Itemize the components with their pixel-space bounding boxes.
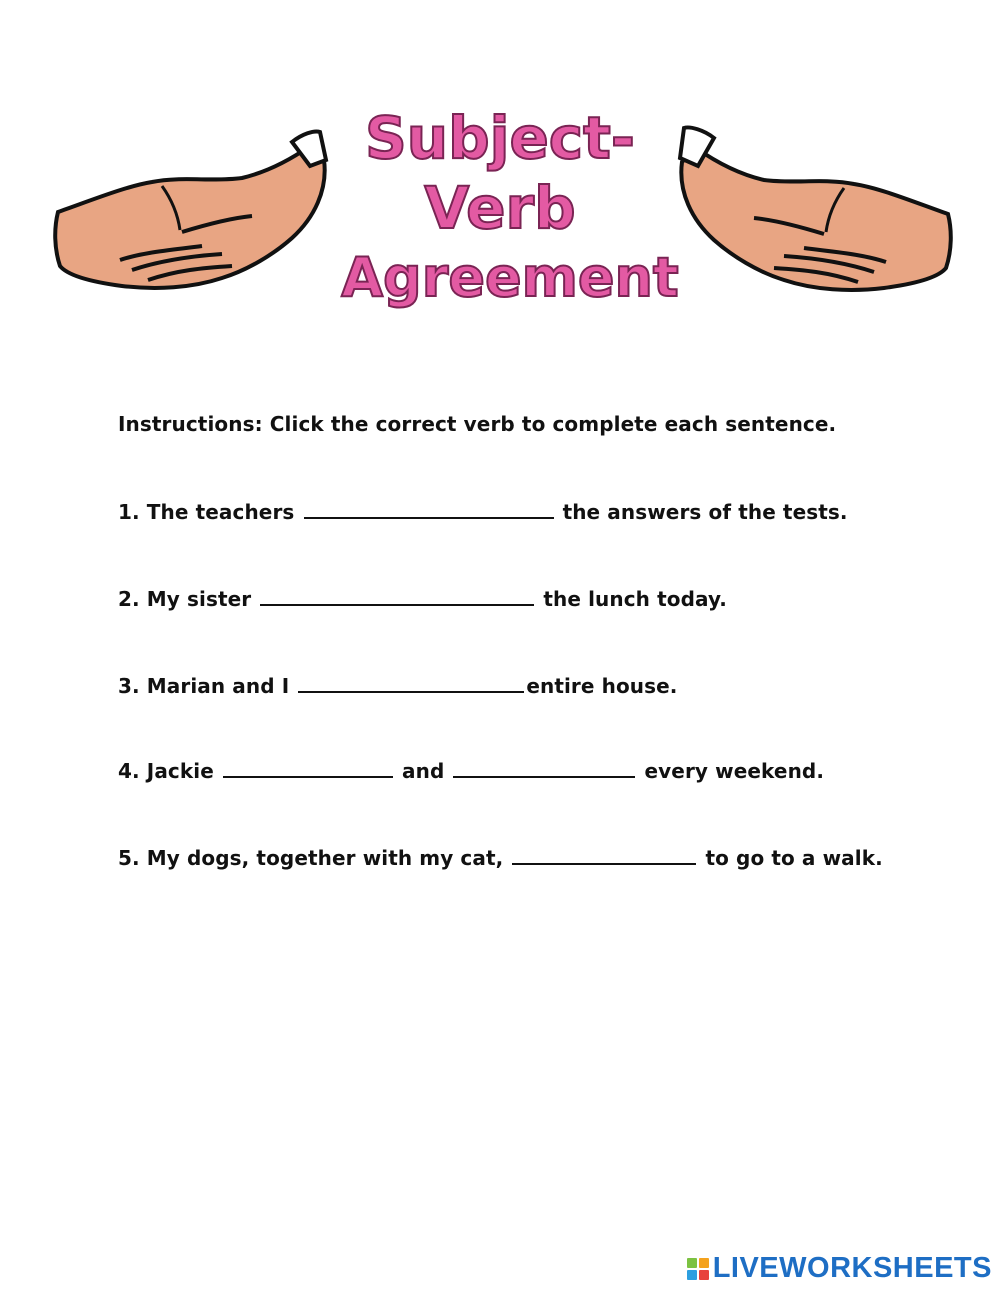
question-4-suffix: every weekend. bbox=[637, 759, 825, 783]
question-5 bbox=[118, 844, 883, 872]
question-1 bbox=[118, 498, 848, 526]
handshake-left-illustration bbox=[52, 120, 330, 310]
liveworksheets-logo[interactable] bbox=[687, 1252, 992, 1285]
logo-wordmark: LIVEWORKSHEETS bbox=[712, 1252, 992, 1284]
question-4-prefix: 4. Jackie bbox=[118, 759, 221, 783]
answer-blank-4b[interactable] bbox=[453, 758, 635, 778]
question-1-suffix: the answers of the tests. bbox=[555, 500, 848, 524]
instructions-text: Instructions: Click the correct verb to complete each sentence. bbox=[118, 412, 837, 436]
question-4 bbox=[118, 757, 824, 785]
answer-blank-2[interactable] bbox=[260, 586, 534, 606]
answer-blank-3[interactable] bbox=[298, 673, 524, 693]
title-line-1: Subject- bbox=[365, 104, 635, 172]
question-3-suffix: entire house. bbox=[526, 674, 678, 698]
logo-blocks-icon bbox=[687, 1258, 709, 1280]
question-3 bbox=[118, 672, 678, 700]
question-2 bbox=[118, 585, 727, 613]
worksheet-header bbox=[0, 0, 1000, 320]
question-4-middle: and bbox=[394, 759, 452, 783]
title-graphic bbox=[340, 100, 680, 310]
answer-blank-4a[interactable] bbox=[223, 758, 393, 778]
question-5-prefix: 5. My dogs, together with my cat, bbox=[118, 846, 511, 870]
title-line-2: Verb bbox=[424, 174, 576, 242]
title-line-3: Agreement bbox=[341, 246, 679, 309]
question-1-prefix: 1. The teachers bbox=[118, 500, 302, 524]
question-2-suffix: the lunch today. bbox=[536, 587, 727, 611]
question-5-suffix: to go to a walk. bbox=[698, 846, 883, 870]
question-2-prefix: 2. My sister bbox=[118, 587, 259, 611]
handshake-right-illustration bbox=[672, 118, 954, 308]
answer-blank-5[interactable] bbox=[512, 845, 696, 865]
answer-blank-1[interactable] bbox=[304, 499, 554, 519]
question-3-prefix: 3. Marian and I bbox=[118, 674, 297, 698]
